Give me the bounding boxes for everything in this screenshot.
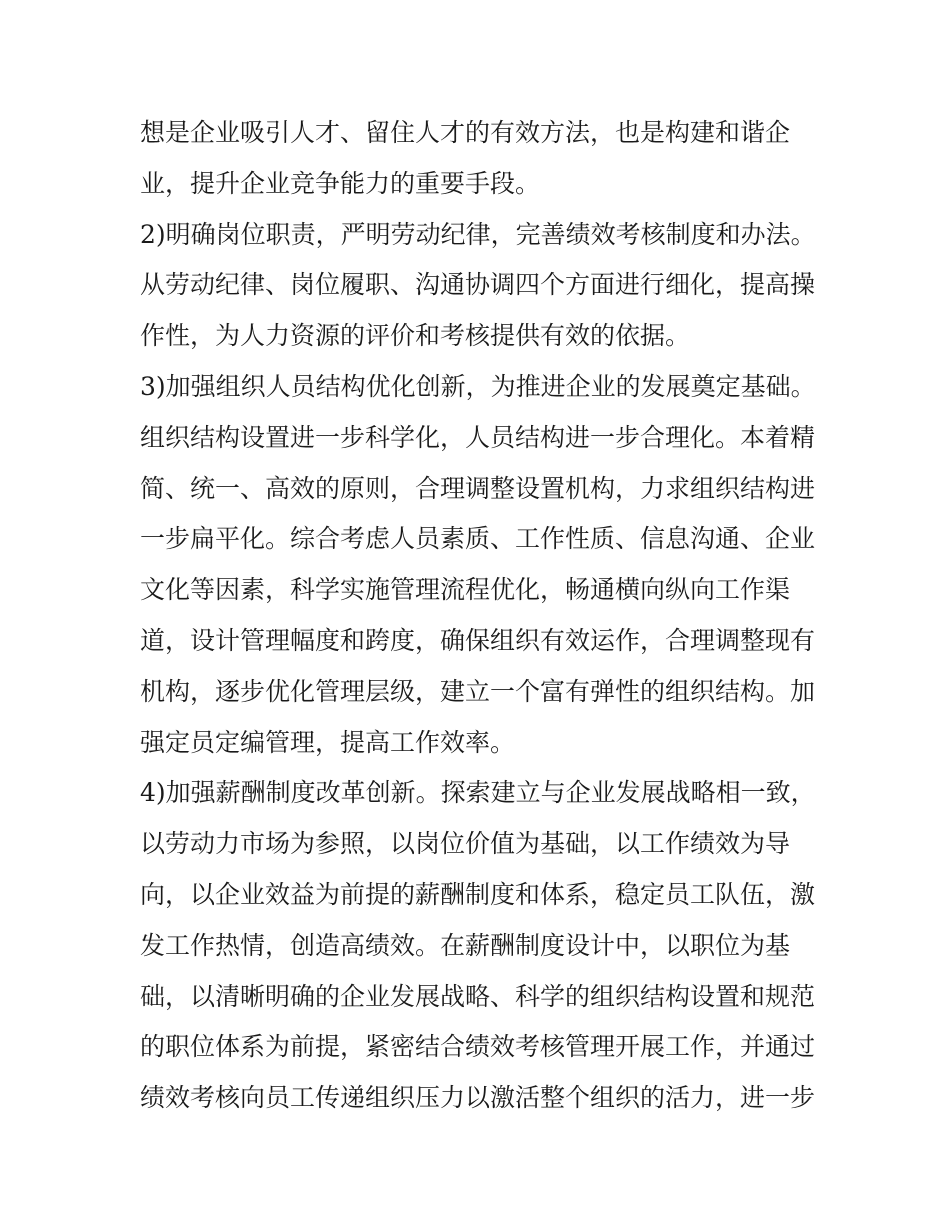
- text-line: 道，设计管理幅度和跨度，确保组织有效运作，合理调整现有: [140, 625, 816, 655]
- text-line: 想是企业吸引人才、留住人才的有效方法，也是构建和谐企: [140, 118, 791, 147]
- body-text: [140, 108, 820, 1124]
- text-line: 3)加强组织人员结构优化创新，为推进企业的发展奠定基础。: [140, 371, 816, 401]
- text-line: 从劳动纪律、岗位履职、沟通协调四个方面进行细化，提高操: [140, 270, 816, 300]
- text-line: 简、统一、高效的原则，合理调整设置机构，力求组织结构进: [140, 473, 816, 503]
- text-line: 2)明确岗位职责，严明劳动纪律，完善绩效考核制度和办法。: [140, 219, 816, 249]
- text-line: 绩效考核向员工传递组织压力以激活整个组织的活力，进一步: [140, 1083, 816, 1113]
- text-line: 向，以企业效益为前提的薪酬制度和体系，稳定员工队伍，激: [140, 879, 816, 909]
- text-line: 的职位体系为前提，紧密结合绩效考核管理开展工作，并通过: [140, 1032, 816, 1062]
- text-line: 一步扁平化。综合考虑人员素质、工作性质、信息沟通、企业: [140, 524, 816, 554]
- text-line: 发工作热情，创造高绩效。在薪酬制度设计中，以职位为基: [140, 930, 791, 960]
- text-line: 文化等因素，科学实施管理流程优化，畅通横向纵向工作渠: [140, 575, 791, 605]
- text-line: 础，以清晰明确的企业发展战略、科学的组织结构设置和规范: [140, 981, 816, 1011]
- text-line: 机构，逐步优化管理层级，建立一个富有弹性的组织结构。加: [140, 676, 816, 706]
- text-line: 业，提升企业竞争能力的重要手段。: [140, 168, 541, 198]
- text-line: 以劳动力市场为参照，以岗位价值为基础，以工作绩效为导: [140, 829, 791, 859]
- text-line: 强定员定编管理，提高工作效率。: [140, 727, 516, 757]
- text-line: 组织结构设置进一步科学化，人员结构进一步合理化。本着精: [140, 422, 816, 452]
- text-line: 4)加强薪酬制度改革创新。探索建立与企业发展战略相一致，: [140, 778, 816, 808]
- text-line: 作性，为人力资源的评价和考核提供有效的依据。: [140, 321, 691, 351]
